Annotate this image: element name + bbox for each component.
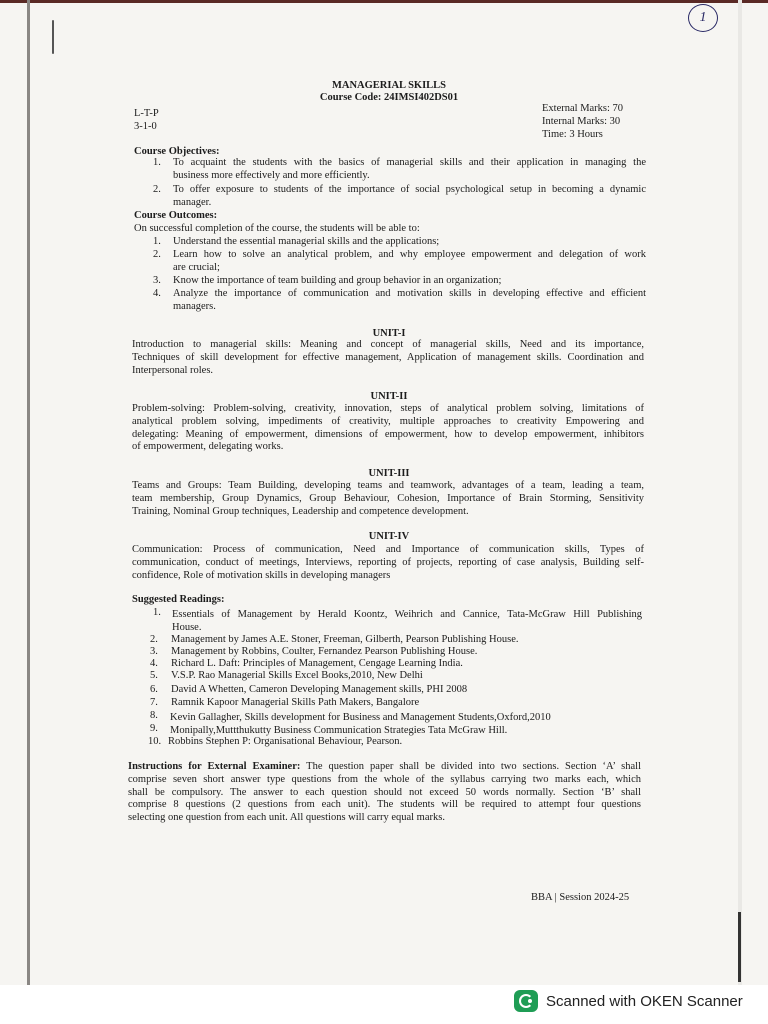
paragraph-line: comprise 8 questions (2 questions from each unit). The students will be required to attempt four questions (128, 799, 641, 811)
unit-paragraph (132, 403, 644, 454)
list-number: 9. (150, 723, 158, 734)
list-item-line: David A Whetten, Cameron Developing Management skills, PHI 2008 (171, 684, 468, 695)
paragraph-line: team membership, Group Dynamics, Group Behaviour, Cohesion, Importance of Brain Storming, Sensitivity (132, 492, 644, 504)
list-item (173, 249, 646, 275)
instructions-label: Instructions for External Examiner: (128, 761, 301, 772)
paragraph-line: Teams and Groups: Team Building, developing teams and teamwork, advantages of a team, leading a team, (132, 480, 644, 491)
exam-time: Time: 3 Hours (542, 129, 603, 140)
paragraph-line: comprise seven short answer type questions from the whole of the syllabus carrying two marks each, which (128, 773, 641, 785)
ltp-label: L-T-P (134, 108, 159, 119)
list-item-line: Monipally,Muttthukutty Business Communication Strategies Tata McGraw Hill. (170, 725, 508, 736)
list-item-line: Analyze the importance of communication and motivation skills in developing effective and efficient (173, 288, 646, 299)
page-top-edge (0, 0, 768, 3)
list-item-line: Kevin Gallagher, Skills development for Business and Management Students,Oxford,2010 (170, 712, 551, 723)
list-item (172, 609, 642, 635)
list-item-line: V.S.P. Rao Managerial Skills Excel Books,2010, New Delhi (171, 670, 423, 681)
paragraph-line: Training, Nominal Group techniques, Leadership and competence development. (132, 505, 469, 517)
list-item-line: Understand the essential managerial skills and the applications; (173, 236, 440, 247)
list-item-line: Richard L. Daft: Principles of Management, Cengage Learning India. (171, 658, 463, 669)
paragraph-line: selecting one question from each unit. All questions will carry equal marks. (128, 812, 445, 824)
unit-paragraph (132, 480, 644, 518)
internal-marks: Internal Marks: 30 (542, 116, 621, 127)
list-number: 7. (150, 697, 158, 708)
page-footer: BBA | Session 2024-25 (531, 892, 630, 903)
paragraph-line: confidence, Role of motivation skills in developing managers (132, 569, 391, 581)
paragraph-line: Introduction to managerial skills: Meaning and concept of managerial skills, Need and its importance, (132, 339, 644, 350)
list-item (173, 288, 646, 314)
list-item-line: To offer exposure to students of the importance of social psychological setup in becoming a dynamic (173, 184, 646, 195)
list-item-line: To acquaint the students with the basics of managerial skills and their application in managing the (173, 157, 646, 168)
paragraph-line: Interpersonal roles. (132, 364, 214, 376)
list-number: 1. (153, 236, 161, 247)
list-item-line: Robbins Stephen P: Organisational Behaviour, Pearson. (168, 736, 403, 747)
paragraph-line: Communication: Process of communication, Need and Importance of communication skills, Types of (132, 544, 644, 555)
course-title: MANAGERIAL SKILLS (331, 80, 447, 91)
list-item-line: Management by James A.E. Stoner, Freeman, Gilberth, Pearson Publishing House. (171, 634, 519, 645)
unit-paragraph (132, 339, 644, 377)
list-item-line: Management by Robbins, Coulter, Fernandez Pearson Publishing House. (171, 646, 478, 657)
examiner-instructions (128, 761, 641, 825)
list-number: 1. (153, 157, 161, 168)
page-right-edge (738, 0, 742, 985)
list-number: 2. (150, 634, 158, 645)
external-marks: External Marks: 70 (542, 103, 624, 114)
list-item-line: are crucial; (173, 261, 220, 273)
list-item-line: Know the importance of team building and group behavior in an organization; (173, 275, 502, 286)
list-item (173, 184, 646, 210)
scanner-label: Scanned with OKEN Scanner (546, 992, 743, 1010)
list-item-line: business more effectively and more efficiently. (173, 169, 370, 181)
paragraph-line: analytical problem solving, impediments of creativity, multiple approaches to creativity Empowering and (132, 415, 644, 427)
list-item-line: managers. (173, 300, 216, 312)
instructions-text: The question paper shall be divided into two sections. Section ‘A’ shall (300, 761, 641, 772)
list-number: 2. (153, 249, 161, 260)
page-edge-mark (738, 912, 741, 982)
pen-mark (52, 20, 54, 54)
unit-heading: UNIT-I (372, 328, 406, 339)
list-number: 4. (153, 288, 161, 299)
paragraph-line: Problem-solving: Problem-solving, creativity, innovation, steps of analytical problem solving, limitations of (132, 403, 644, 414)
page-left-edge (27, 0, 30, 985)
list-item (173, 157, 646, 183)
unit-heading: UNIT-III (368, 468, 410, 479)
paragraph-line: shall be compulsory. The answer to each question should not exceed 50 words normally. Section ‘B’ shall (128, 786, 641, 798)
outcomes-heading: Course Outcomes: (134, 210, 218, 221)
list-number: 8. (150, 710, 158, 721)
list-number: 1. (153, 607, 161, 618)
list-item-line: Ramnik Kapoor Managerial Skills Path Makers, Bangalore (171, 697, 420, 708)
outcomes-intro: On successful completion of the course, the students will be able to: (134, 223, 420, 234)
list-number: 2. (153, 184, 161, 195)
list-number: 4. (150, 658, 158, 669)
readings-heading: Suggested Readings: (132, 594, 225, 605)
list-number: 6. (150, 684, 158, 695)
objectives-heading: Course Objectives: (134, 146, 220, 157)
list-number: 10. (148, 736, 162, 747)
handwritten-page-number: 1 (688, 4, 718, 32)
paragraph-line (128, 761, 641, 774)
list-item-line: Essentials of Management by Herald Koontz, Weihrich and Cannice, Tata-McGraw Hill Publishing (172, 609, 642, 620)
unit-heading: UNIT-II (370, 391, 408, 402)
paragraph-line: delegating: Meaning of empowerment, dimensions of empowerment, how to develop empowerment, inhibitors (132, 428, 644, 440)
paragraph-line: communication, conduct of meetings, Interviews, reporting of projects, reporting of case analysis, Building self- (132, 556, 644, 568)
list-number: 3. (150, 646, 158, 657)
list-item-line: manager. (173, 196, 212, 208)
unit-heading: UNIT-IV (368, 531, 410, 542)
list-number: 3. (153, 275, 161, 286)
scanner-watermark (514, 990, 743, 1012)
unit-paragraph (132, 544, 644, 582)
list-item-line: Learn how to solve an analytical problem, and why employee empowerment and delegation of work (173, 249, 646, 260)
list-item-line: House. (172, 621, 202, 633)
paragraph-line: Techniques of skill development for effective management, Application of management skills. Coordination and (132, 351, 644, 363)
list-number: 5. (150, 670, 158, 681)
course-code: Course Code: 24IMSI402DS01 (319, 92, 459, 103)
paragraph-line: of empowerment, delegating works. (132, 441, 284, 453)
oken-scanner-logo-icon (514, 990, 538, 1012)
ltp-value: 3-1-0 (134, 121, 157, 132)
